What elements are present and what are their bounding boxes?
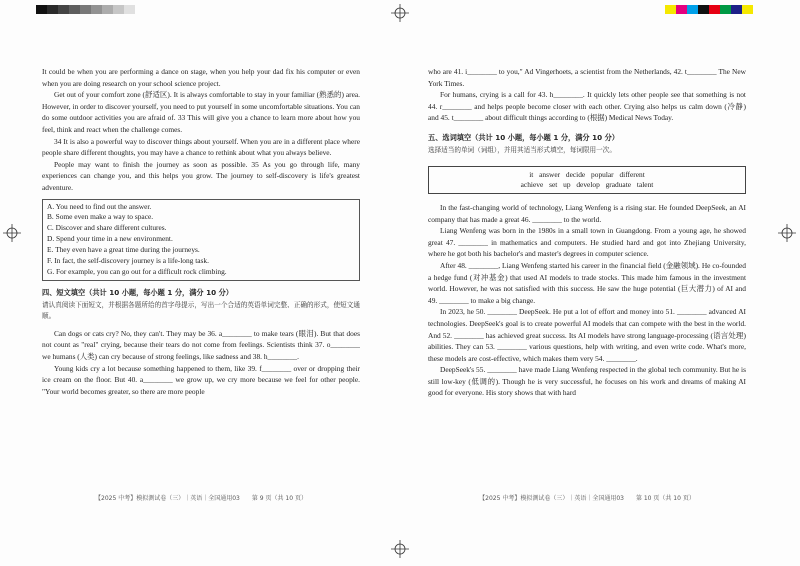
paragraph: Liang Wenfeng was born in the 1980s in a small town in Guangdong. From a young age, he showed great 47. ________ in mathematics and computers. He studied hard and got into Zhejiang University, where he got both his bachelor's and master's degrees in computer science.	[428, 226, 746, 259]
section-five-instructions: 选择适当的单词（词组），并用其适当形式填空，每词限用一次。	[428, 145, 616, 154]
option-item: A. You need to find out the answer.	[47, 201, 152, 211]
paragraph: Can dogs or cats cry? No, they can't. They may be 36. a________ to make tears (眼泪). But that does not count as "real" crying, because their tears do not come from feelings. Scientists think 37. o________ we humans (人类) can cry because of strong feelings, like sadness and 38. h________.	[42, 328, 360, 362]
registration-mark-left-icon	[3, 224, 21, 242]
gray-swatch	[113, 5, 124, 14]
paragraph: After 48. ________, Liang Wenfeng started his career in the financial field (金融领域). He co-founded a hedge fund (对冲基金) that used AI models to trade stocks. This made him famous in the investment world. However, he was not satisfied with this success. He saw the huge potential (巨大潜力) of AI and 49. ________ to make a big change.	[428, 260, 746, 305]
color-calibration-bar	[665, 5, 753, 14]
gray-swatch	[36, 5, 47, 14]
left-page-footer: 【2025 中考】模拟测试卷（三）｜英语｜全国通用03 第 9 页（共 10 页）	[95, 495, 307, 502]
word-bank-row: it answer decide popular different	[529, 169, 645, 179]
registration-mark-right-icon	[778, 224, 796, 242]
color-swatch	[742, 5, 753, 14]
paragraph: It could be when you are performing a dance on stage, when you help your dad fix his computer or even when you are doing research on your school science project.	[42, 67, 360, 88]
paragraph: who are 41. i________ to you," Ad Vingerhoets, a scientist from the Netherlands, 42. t________ The New York Times.	[428, 67, 746, 88]
paragraph: In the fast-changing world of technology, Liang Wenfeng is a rising star. He founded DeepSeek, an AI company that has made a great 46. ________ to the world.	[428, 202, 746, 224]
paragraph: In 2023, he 50. ________ DeepSeek. He put a lot of effort and money into 51. ________ advanced AI technologies. DeepSeek's goal is to create powerful AI models that can compete with the best in the world. And 52. ________ has achieved great success. Its AI models have strong language-processing (语言处理) abilities. They can 53. ________ various questions, help with writing, and even write code. What's more, these models are cost-effective, which makes them very 54. ________.	[428, 307, 746, 363]
word-choice-passage	[428, 202, 746, 399]
option-item: F. In fact, the self-discovery journey is a life-long task.	[47, 256, 209, 266]
paragraph: Get out of your comfort zone (舒适区). It is always comfortable to stay in your familiar (熟悉的) area. However, in order to discover yourself, you need to put yourself in some uncomfortable situations. You can do some outdoor activities you are afraid of. 33 This will give you a chance to learn more about how you feel, think and react when the challenge comes.	[42, 90, 360, 134]
paragraph: DeepSeek's 55. ________ have made Liang Wenfeng respected in the global tech community. But he is still low-key (低调的). Though he is very successful, he focuses on his work and dreams of making AI good for everyone. His story shows that with hard	[428, 365, 746, 398]
gray-swatch	[102, 5, 113, 14]
cloze-passage	[42, 328, 360, 398]
color-swatch	[709, 5, 720, 14]
word-bank-box	[428, 166, 746, 194]
answer-options-box	[42, 199, 360, 281]
color-swatch	[665, 5, 676, 14]
gray-swatch	[69, 5, 80, 14]
registration-mark-top-icon	[391, 4, 409, 22]
left-page	[42, 66, 360, 397]
option-item: D. Spend your time in a new environment.	[47, 234, 173, 244]
option-item: E. They even have a great time during the journeys.	[47, 245, 200, 255]
option-item: G. For example, you can go out for a difficult rock climbing.	[47, 266, 227, 276]
gray-swatch	[47, 5, 58, 14]
section-four-instructions: 请认真阅读下面短文，并根据各题所给的首字母提示，写出一个合适的英语单词完整、正确的形式，使短文通顺。	[42, 300, 360, 320]
color-swatch	[720, 5, 731, 14]
paragraph: For humans, crying is a call for 43. h________. It quickly lets other people see that something is not 44. r________ and helps people become closer with each other. Crying also helps us calm down (冷静) and 45. t________ about difficult things according to (根据) Medical News Today.	[428, 90, 746, 123]
paragraph: People may want to finish the journey as soon as possible. 35 As you go through life, many experiences can change you, and this helps you grow. The journey to self-discovery is life's greatest adventure.	[42, 159, 360, 192]
color-swatch	[687, 5, 698, 14]
color-swatch	[698, 5, 709, 14]
color-swatch	[731, 5, 742, 14]
gray-swatch	[58, 5, 69, 14]
registration-mark-bottom-icon	[391, 540, 409, 558]
color-swatch	[676, 5, 687, 14]
section-four-title: 四、短文填空（共计 10 小题，每小题 1 分，满分 10 分）	[42, 287, 233, 297]
cloze-passage-end	[428, 66, 746, 124]
reading-passage-end	[42, 66, 360, 194]
paragraph: 34 It is also a powerful way to discover things about yourself. When you are in a different place where people share different thoughts, you may have a chance to rethink about what you always believe.	[42, 136, 360, 158]
word-bank-row: achieve set up develop graduate talent	[520, 179, 654, 189]
right-page-footer: 【2025 中考】模拟测试卷（三）｜英语｜全国通用03 第 10 页（共 10 页）	[479, 495, 695, 502]
gray-swatch	[80, 5, 91, 14]
gray-swatch	[91, 5, 102, 14]
section-five-title: 五、选词填空（共计 10 小题，每小题 1 分，满分 10 分）	[428, 132, 619, 142]
paragraph: Young kids cry a lot because something happened to them, like 39. f________ over or dropping their ice cream on the floor. But 40. a________ we grow up, we cry more because we feel for other people. "Your world becomes greater, so there are more people	[42, 363, 360, 396]
gray-calibration-bar	[36, 5, 135, 14]
option-item: C. Discover and share different cultures.	[47, 223, 167, 233]
option-item: B. Some even make a way to space.	[47, 212, 154, 222]
right-page	[428, 66, 746, 399]
gray-swatch	[124, 5, 135, 14]
